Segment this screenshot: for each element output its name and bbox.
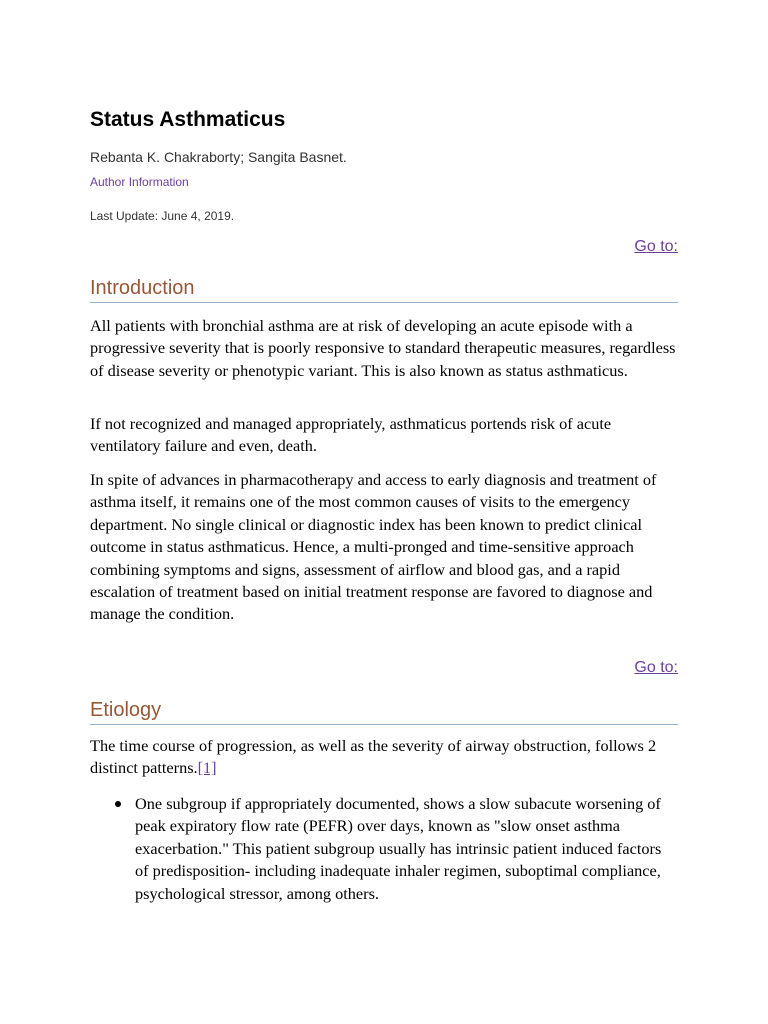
etiology-heading: Etiology	[90, 699, 678, 725]
introduction-heading: Introduction	[90, 277, 678, 303]
list-item	[90, 793, 678, 905]
article-authors: Rebanta K. Chakraborty; Sangita Basnet.	[90, 149, 347, 165]
etiology-bullet-list	[90, 793, 678, 905]
last-update-date: Last Update: June 4, 2019.	[90, 209, 235, 223]
author-information-link[interactable]: Author Information	[90, 175, 189, 189]
bullet-dot-icon	[115, 801, 121, 807]
introduction-paragraph-3: In spite of advances in pharmacotherapy and access to early diagnosis and treatment of asthma itself, it remains one of the most common causes of visits to the emergency department. No single clinical or diagnostic index has been known to predict clinical outcome in status asthmaticus. Hence, a multi-pronged and time-sensitive approach combining symptoms and signs, assessment of airflow and blood gas, and a rapid escalation of treatment based on initial treatment response are favored to diagnose and manage the condition.	[90, 470, 657, 624]
article-title: Status Asthmaticus	[90, 108, 286, 131]
introduction-paragraph-1: All patients with bronchial asthma are at risk of developing an acute episode with a progressive severity that is poorly responsive to standard therapeutic measures, regardless of disease severity or phenotypic variant. This is also known as status asthmaticus.	[90, 316, 676, 380]
introduction-paragraph-2: If not recognized and managed appropriately, asthmaticus portends risk of acute ventilatory failure and even, death.	[90, 414, 612, 456]
goto-link-introduction[interactable]: Go to:	[634, 659, 678, 676]
reference-link-1[interactable]: [1]	[197, 758, 217, 778]
etiology-intro-paragraph	[90, 735, 678, 780]
goto-link-top[interactable]: Go to:	[634, 238, 678, 255]
etiology-intro-text: The time course of progression, as well as the severity of airway obstruction, follows 2 distinct patterns.	[90, 736, 657, 778]
list-item-text: One subgroup if appropriately documented, shows a slow subacute worsening of peak expiratory flow rate (PEFR) over days, known as "slow onset asthma exacerbation." This patient subgroup usually has intrinsic patient induced factors of predisposition- including inadequate inhaler regimen, suboptimal compliance, psychological stressor, among others.	[135, 794, 662, 903]
